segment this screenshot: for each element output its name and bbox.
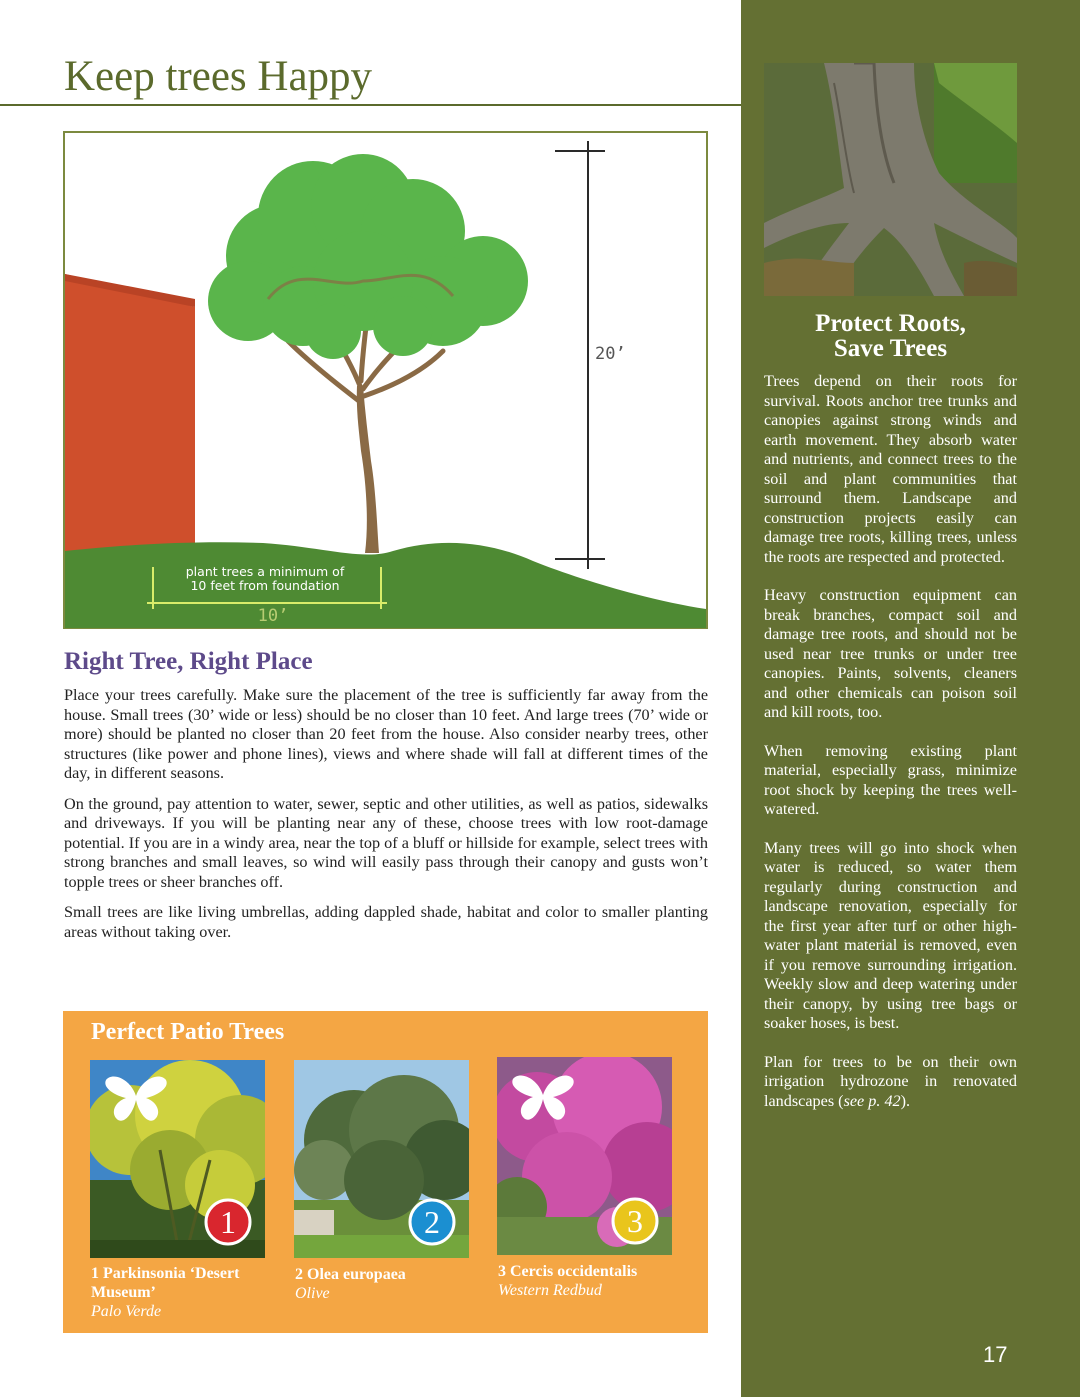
distance-note-line-2: 10 feet from foundation <box>190 578 340 593</box>
house-wall <box>65 274 195 555</box>
patio-tree-2 <box>294 1060 469 1258</box>
page-title: Keep trees Happy <box>64 53 373 100</box>
butterfly-icon <box>511 1069 575 1121</box>
right-tree-paragraph-2: On the ground, pay attention to water, sewer, septic and other utilities, as well as patios, sidewalks and driveways. If you will be planting near any of these, choose trees with low root-damage potential. If you are in a windy area, near the top of a bluff or hillside for example, select trees with strong branches and small leaves, so wind will easily pass through their canopy and gusts won’t topple trees or sheer branches off. <box>64 794 708 891</box>
right-tree-paragraph-3: Small trees are like living umbrellas, adding dappled shade, habitat and color to smaller planting areas without taking over. <box>64 903 708 941</box>
svg-text:3: 3 <box>627 1203 643 1239</box>
page-reference-link[interactable]: see p. 42 <box>843 1091 901 1110</box>
patio-tree-3-caption <box>498 1262 673 1300</box>
tree-roots-photo <box>764 63 1017 296</box>
sidebar-paragraph-4: Many trees will go into shock when water is reduced, so water them regularly during construction and landscape renovation, especially for the first year after turf or other high-water plant material is removed, even if you remove surrounding irrigation. Weekly slow and deep watering under their canopy, by using tree bags or soaker hoses, is best. <box>764 838 1017 1032</box>
patio-tree-1-name-line-2: Museum’ <box>91 1284 156 1301</box>
patio-tree-1-caption <box>91 1264 266 1321</box>
svg-text:2: 2 <box>424 1204 440 1240</box>
sidebar-paragraph-1: Trees depend on their roots for survival. Roots anchor tree trunks and canopies against strong winds and earth movement. They absorb water and nutrients, and connect trees to the soil and plant communities that surround them. Landscape and construction projects easily can damage tree roots, killing trees, unless the roots are respected and protected. <box>764 372 1017 566</box>
patio-tree-1-common-name: Palo Verde <box>91 1303 162 1320</box>
distance-note-line-1: plant trees a minimum of <box>185 564 345 579</box>
tree-placement-diagram <box>63 131 708 629</box>
sidebar-body <box>764 372 1017 1130</box>
patio-tree-1 <box>90 1060 265 1258</box>
sidebar-heading <box>764 311 1017 361</box>
svg-text:1: 1 <box>220 1204 236 1240</box>
patio-tree-2-name: 2 Olea europaea <box>295 1266 406 1283</box>
right-tree-body <box>64 686 708 953</box>
sidebar-paragraph-5 <box>764 1053 1017 1112</box>
number-badge-3 <box>611 1197 659 1245</box>
number-badge-2 <box>408 1198 456 1246</box>
page-number: 17 <box>983 1342 1008 1367</box>
distance-label: 10’ <box>257 606 289 626</box>
sidebar-paragraph-2: Heavy construction equipment can break branches, compact soil and damage tree roots, and should not be used near tree trunks or under tree canopies. Paints, solvents, cleaners and other chemicals can poison soil and kill roots, too. <box>764 586 1017 721</box>
butterfly-icon <box>104 1070 168 1122</box>
sidebar-paragraph-3: When removing existing plant material, especially grass, minimize root shock by keeping the trees well-watered. <box>764 741 1017 818</box>
title-rule <box>0 104 741 106</box>
sidebar-heading-line-1: Protect Roots, <box>815 310 966 337</box>
patio-tree-2-caption <box>295 1265 470 1303</box>
sidebar-paragraph-5-text: Plan for trees to be on their own irrigation hydrozone in renovated landscapes ( <box>764 1052 1017 1110</box>
patio-trees-heading: Perfect Patio Trees <box>91 1019 285 1045</box>
height-label: 20’ <box>595 344 626 364</box>
patio-tree-2-common-name: Olive <box>295 1285 330 1302</box>
right-tree-paragraph-1: Place your trees carefully. Make sure the placement of the tree is sufficiently far away from the house. Small trees (30’ wide or less) should be no closer than 10 feet. And large trees (70’ wide or more) should be planted no closer than 20 feet from the house. Also consider nearby trees, other structures (like power and phone lines), views and where shade will fall at different times of the day, in different seasons. <box>64 686 708 782</box>
sidebar-paragraph-5-end: ). <box>900 1091 911 1110</box>
number-badge-1 <box>204 1198 252 1246</box>
patio-trees-box <box>63 1011 708 1333</box>
patio-tree-3-name: 3 Cercis occidentalis <box>498 1263 638 1280</box>
patio-tree-3-common-name: Western Redbud <box>498 1282 602 1299</box>
sidebar-heading-line-2: Save Trees <box>833 335 948 362</box>
patio-tree-3 <box>497 1057 672 1255</box>
right-tree-heading: Right Tree, Right Place <box>64 648 313 675</box>
patio-tree-1-name-line-1: 1 Parkinsonia ‘Desert <box>91 1265 240 1282</box>
